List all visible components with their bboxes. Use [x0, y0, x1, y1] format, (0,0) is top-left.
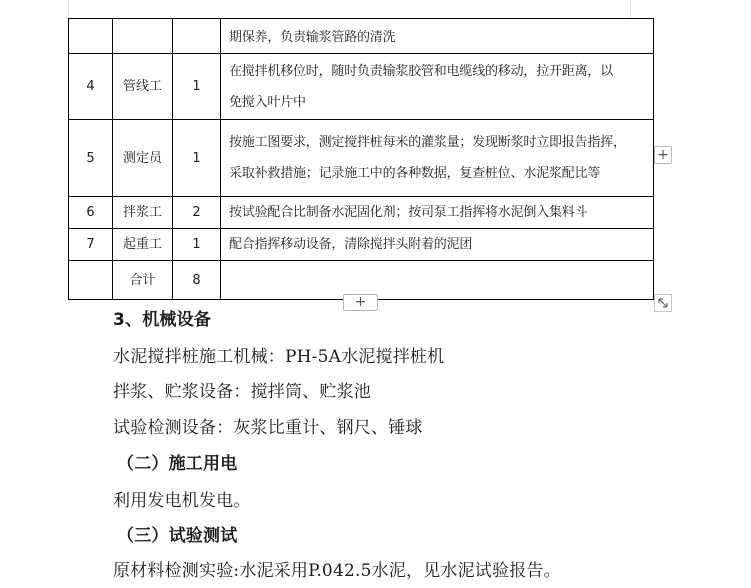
- role-cell[interactable]: 拌浆工: [113, 197, 173, 229]
- paragraph: 水泥搅拌桩施工机械：PH-5A水泥搅拌桩机: [113, 347, 445, 367]
- count-cell[interactable]: [173, 19, 221, 54]
- duty-cell[interactable]: [221, 120, 654, 197]
- paragraph: 利用发电机发电。: [113, 491, 251, 511]
- row-number-cell[interactable]: 5: [69, 120, 113, 197]
- duty-cell[interactable]: [221, 19, 654, 54]
- row-number-cell[interactable]: 6: [69, 197, 113, 229]
- table-row: [69, 229, 654, 261]
- section-heading-power: （二）施工用电: [117, 454, 238, 474]
- duty-line: 免搅入叶片中: [229, 94, 306, 110]
- count-cell[interactable]: 1: [173, 54, 221, 120]
- role-cell[interactable]: 起重工: [113, 229, 173, 261]
- resize-diagonal-icon: [655, 295, 671, 311]
- row-number-cell[interactable]: [69, 261, 113, 300]
- paragraph: 原材料检测实验:水泥采用P.042.5水泥，见水泥试验报告。: [113, 561, 561, 581]
- duty-cell[interactable]: [221, 261, 654, 300]
- row-number-cell[interactable]: 4: [69, 54, 113, 120]
- table-row: [69, 54, 654, 120]
- duty-line: 采取补救措施；记录施工中的各种数据，复查桩位、水泥浆配比等: [229, 166, 601, 181]
- duty-line: 在搅拌机移位时，随时负责输浆胶管和电缆线的移动，拉开距离，以: [229, 63, 614, 79]
- duty-line: 按试验配合比制备水泥固化剂；按司泵工指挥将水泥倒入集料斗: [229, 205, 588, 220]
- table-resize-handle[interactable]: [654, 294, 672, 312]
- duty-cell[interactable]: [221, 229, 654, 261]
- count-cell[interactable]: 1: [173, 120, 221, 197]
- row-number-cell[interactable]: [69, 19, 113, 54]
- duty-cell[interactable]: [221, 197, 654, 229]
- add-row-button[interactable]: +: [343, 294, 378, 311]
- row-number-cell[interactable]: 7: [69, 229, 113, 261]
- section-heading-mechanical: 3、机械设备: [113, 310, 212, 330]
- total-label-cell[interactable]: 合计: [113, 261, 173, 300]
- role-cell[interactable]: 测定员: [113, 120, 173, 197]
- total-count-cell[interactable]: 8: [173, 261, 221, 300]
- role-cell[interactable]: 管线工: [113, 54, 173, 120]
- workers-table: [68, 18, 654, 300]
- count-cell[interactable]: 2: [173, 197, 221, 229]
- role-cell[interactable]: [113, 19, 173, 54]
- table-row: [69, 120, 654, 197]
- duty-line: 配合指挥移动设备，清除搅拌头附着的泥团: [229, 237, 473, 252]
- paragraph: 拌浆、贮浆设备：搅拌筒、贮浆池: [113, 382, 371, 402]
- add-column-button[interactable]: +: [654, 146, 672, 164]
- page-margin-guide-right: [630, 0, 631, 18]
- page-margin-guide-left: [68, 0, 69, 18]
- table-row: [69, 19, 654, 54]
- duty-line: 按施工图要求，测定搅拌桩每米的灌浆量；发现断浆时立即报告指挥，: [229, 135, 626, 150]
- table-row: [69, 197, 654, 229]
- duty-line: 期保养，负责输浆管路的清洗: [229, 30, 396, 45]
- section-heading-testing: （三）试验测试: [117, 526, 238, 546]
- duty-cell[interactable]: [221, 54, 654, 120]
- paragraph: 试验检测设备：灰浆比重计、钢尺、锤球: [113, 418, 423, 438]
- count-cell[interactable]: 1: [173, 229, 221, 261]
